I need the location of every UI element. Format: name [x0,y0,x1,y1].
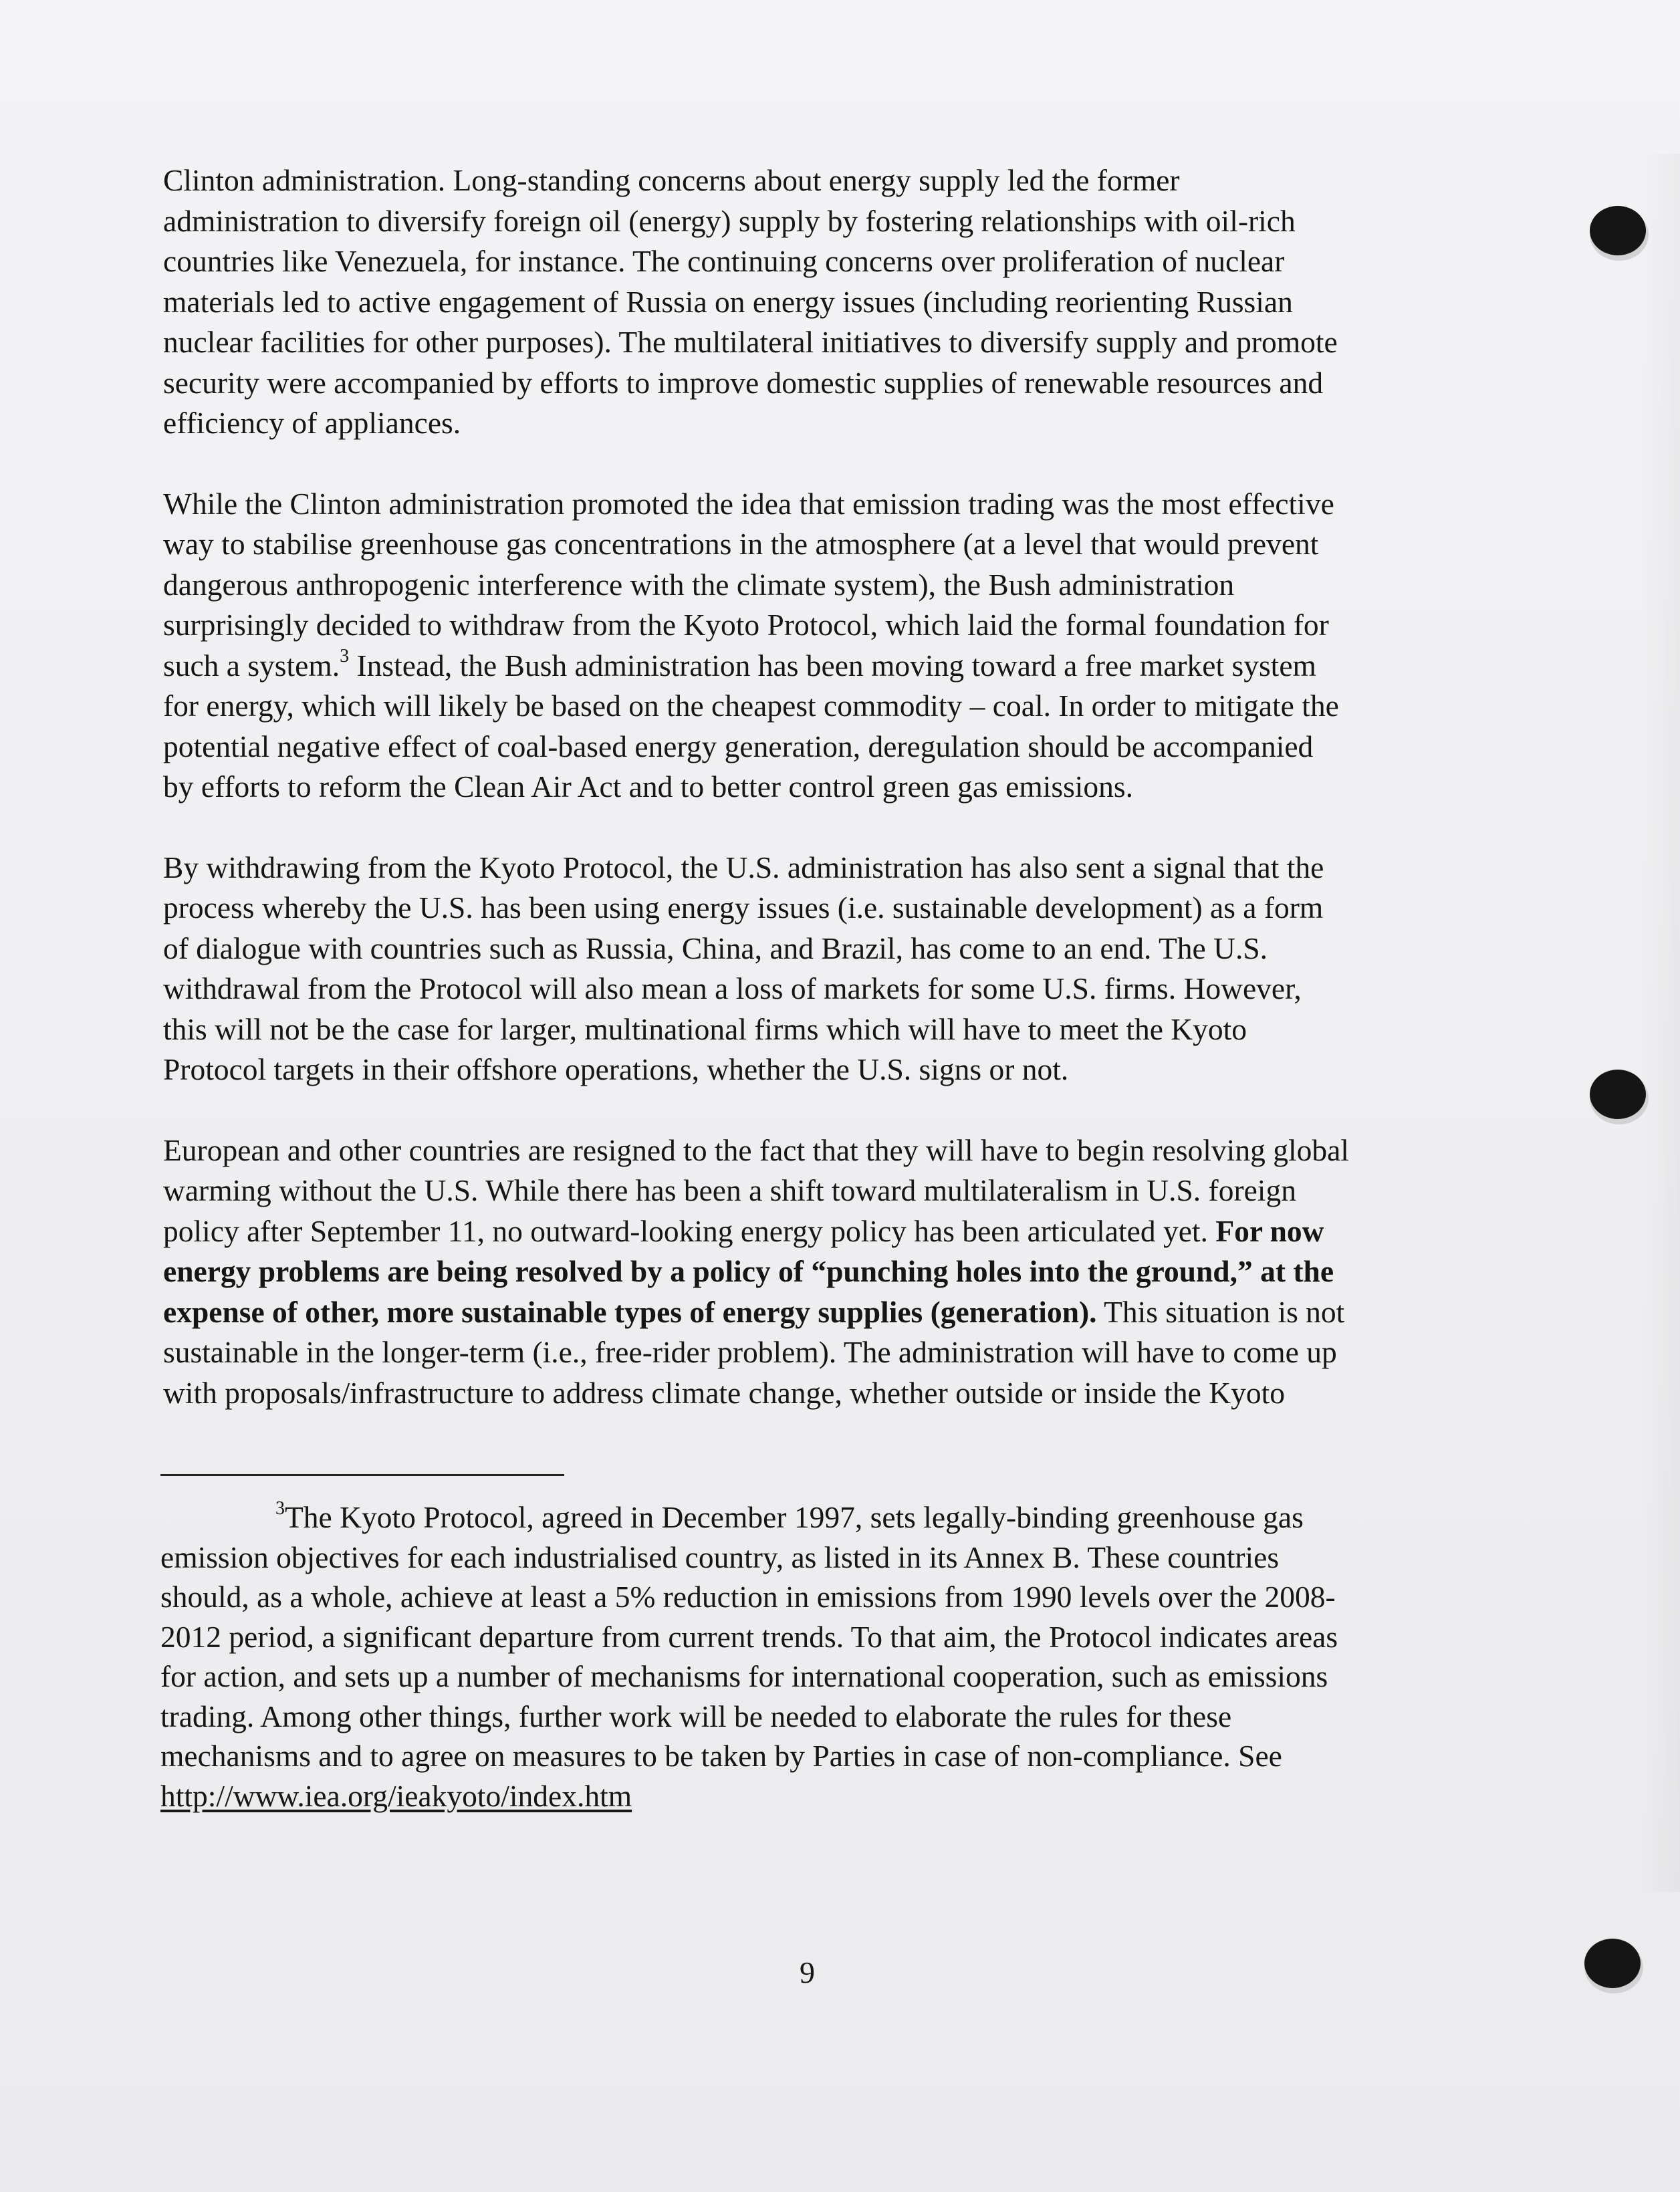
text-line: this will not be the case for larger, multinational firms which will have to meet the Kyoto [163,1011,1247,1046]
text-line: process whereby the U.S. has been using energy issues (i.e. sustainable development) as a form [163,890,1324,925]
footnote-link-line [160,1776,1497,1816]
text-line: way to stabilise greenhouse gas concentrations in the atmosphere (at a level that would prevent [163,527,1319,561]
text-line: administration to diversify foreign oil (energy) supply by fostering relationships with oil-rich [163,203,1296,238]
text-line: European and other countries are resigned to the fact that they will have to begin resolving global [163,1132,1349,1167]
footnote-link[interactable]: http://www.iea.org/ieakyoto/index.htm [160,1778,632,1813]
text-line: materials led to active engagement of Russia on energy issues (including reorienting Russian [163,284,1293,319]
text-line: of dialogue with countries such as Russia, China, and Brazil, has come to an end. The U.S. [163,931,1268,965]
footnote-line: mechanisms and to agree on measures to be taken by Parties in case of non-compliance. See [160,1739,1282,1773]
text-line: dangerous anthropogenic interference with the climate system), the Bush administration [163,567,1235,602]
text-line-with-footnote-ref [163,646,1487,687]
body-text [163,160,1487,1453]
bold-text-segment: expense of other, more sustainable types of energy supplies (generation). [163,1294,1097,1329]
text-segment: The Kyoto Protocol, agreed in December 1997, sets legally-binding greenhouse gas [285,1500,1304,1534]
footnote-reference: 3 [340,646,350,667]
paragraph-global-warming [163,1130,1487,1414]
text-segment: such a system. [163,648,340,683]
text-line: with proposals/infrastructure to address climate change, whether outside or inside the Kyoto [163,1375,1285,1410]
paragraph-kyoto-withdrawal [163,848,1487,1090]
page-edge-shadow [1640,154,1680,1892]
text-line: countries like Venezuela, for instance. The continuing concerns over proliferation of nuclear [163,244,1285,278]
punch-hole-top [1590,206,1646,255]
footnote-line: emission objectives for each industrialised country, as listed in its Annex B. These countries [160,1540,1280,1574]
footnote-line: 2012 period, a significant departure from current trends. To that aim, the Protocol indicates areas [160,1619,1338,1654]
text-segment: policy after September 11, no outward-looking energy policy has been articulated yet. [163,1213,1216,1248]
text-line: Clinton administration. Long-standing concerns about energy supply led the former [163,163,1180,197]
punch-hole-bottom [1584,1939,1641,1988]
text-line: efficiency of appliances. [163,406,461,440]
paragraph-clinton-energy-supply [163,160,1487,444]
bold-text-segment: For now [1215,1213,1324,1248]
footnote-line: trading. Among other things, further work will be needed to elaborate the rules for these [160,1699,1232,1733]
paragraph-emission-trading [163,484,1487,808]
text-line: sustainable in the longer-term (i.e., free-rider problem). The administration will have to come up [163,1335,1337,1369]
footnote-separator [160,1474,564,1476]
text-line-with-bold [163,1211,1487,1252]
text-line: security were accompanied by efforts to improve domestic supplies of renewable resources and [163,365,1324,400]
text-line: By withdrawing from the Kyoto Protocol, the U.S. administration has also sent a signal that the [163,850,1324,884]
text-segment: Instead, the Bush administration has been moving toward a free market system [349,648,1316,683]
text-line-with-bold [163,1292,1487,1333]
text-line: warming without the U.S. While there has been a shift toward multilateralism in U.S. foreign [163,1173,1296,1207]
bold-text-line: energy problems are being resolved by a policy of “punching holes into the ground,” at the [163,1254,1334,1288]
text-line: Protocol targets in their offshore operations, whether the U.S. signs or not. [163,1052,1069,1086]
footnote-line: for action, and sets up a number of mechanisms for international cooperation, such as emissions [160,1659,1328,1693]
text-line: surprisingly decided to withdraw from the Kyoto Protocol, which laid the formal foundation for [163,608,1329,642]
footnote-line: should, as a whole, achieve at least a 5% reduction in emissions from 1990 levels over the 2008- [160,1580,1336,1614]
text-segment: This situation is not [1096,1294,1345,1329]
text-line: by efforts to reform the Clean Air Act and to better control green gas emissions. [163,769,1134,804]
text-line: withdrawal from the Protocol will also mean a loss of markets for some U.S. firms. However, [163,971,1302,1005]
page-number: 9 [800,1955,815,1989]
text-line: potential negative effect of coal-based energy generation, deregulation should be accompanied [163,729,1314,763]
text-line: for energy, which will likely be based on the cheapest commodity – coal. In order to mitigate the [163,689,1339,723]
footnote-kyoto-protocol [160,1497,1497,1816]
text-line: nuclear facilities for other purposes). The multilateral initiatives to diversify supply and promote [163,325,1338,359]
footnote-marker: 3 [275,1497,285,1519]
footnote-first-line [160,1497,1497,1538]
punch-hole-middle [1590,1070,1646,1119]
text-line: While the Clinton administration promoted the idea that emission trading was the most effective [163,486,1334,521]
